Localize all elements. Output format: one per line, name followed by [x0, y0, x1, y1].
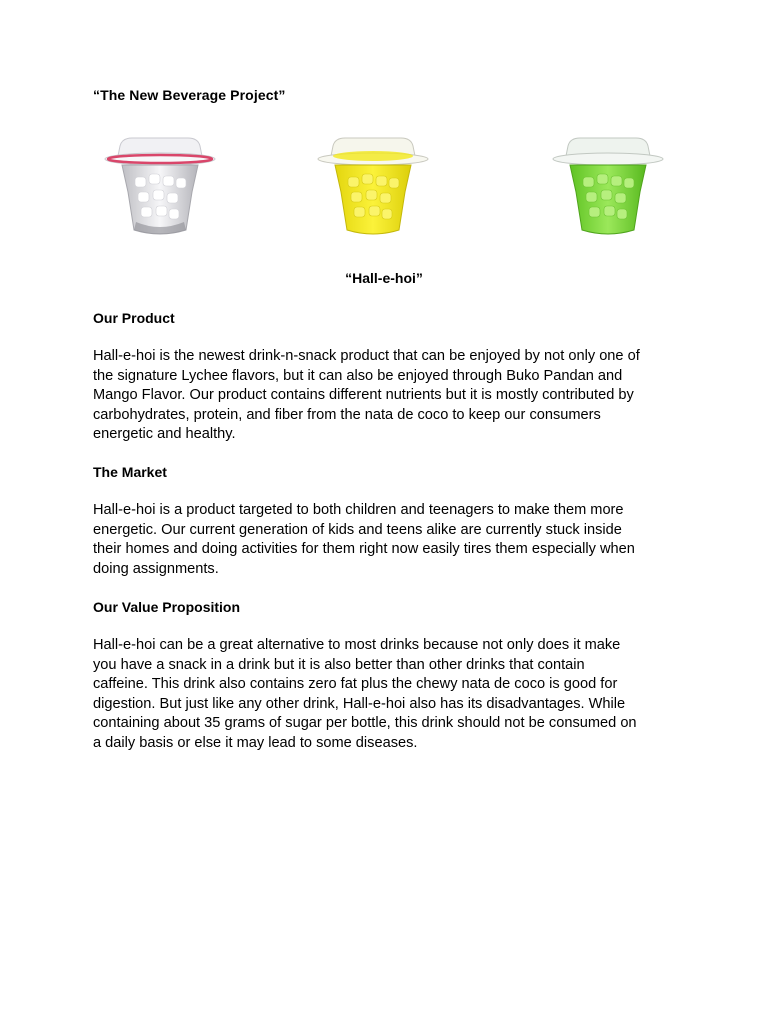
cup-image-buko-pandan [550, 132, 666, 244]
body-line: Mango Flavor. Our product contains different nutrients but it is mostly contributed by [93, 387, 634, 403]
body-line: energetic and healthy. [93, 426, 236, 442]
section-heading-the-market: The Market [93, 464, 167, 480]
body-line: doing assignments. [93, 560, 219, 577]
body-line: caffeine. This drink also contains zero fat plus the chewy nata de coco is good for [93, 676, 618, 692]
body-line: digestion. But just like any other drink, Hall-e-hoi also has its disadvantages. While [93, 695, 626, 712]
section-heading-value-proposition: Our Value Proposition [93, 599, 241, 615]
product-images [0, 132, 768, 244]
body-line: the signature Lychee flavors, but it can also be enjoyed through Buko Pandan and [93, 367, 623, 384]
section-body-the-market [93, 501, 683, 579]
body-line: you have a snack in a drink but it is also better than other drinks that contain [93, 656, 585, 673]
body-line: their homes and doing activities for them right now easily tires them especially when [93, 541, 635, 557]
cup-image-lychee [102, 132, 218, 244]
body-line: Hall-e-hoi can be a great alternative to most drinks because not only does it make [93, 637, 621, 653]
cup-image-mango [315, 132, 431, 244]
body-line: containing about 35 grams of sugar per bottle, this drink should not be consumed on [93, 715, 637, 731]
section-body-value-proposition [93, 636, 683, 753]
body-line: Hall-e-hoi is the newest drink-n-snack product that can be enjoyed by not only one of [93, 348, 640, 364]
document-title: “The New Beverage Project” [93, 87, 286, 103]
section-heading-our-product: Our Product [93, 310, 175, 326]
body-line: Hall-e-hoi is a product targeted to both children and teenagers to make them more [93, 502, 624, 518]
section-body-our-product [93, 347, 683, 445]
body-line: carbohydrates, protein, and fiber from the nata de coco to keep our consumers [93, 406, 601, 423]
body-line: energetic. Our current generation of kids and teens alike are currently stuck inside [93, 521, 622, 538]
product-name: “Hall-e-hoi” [345, 270, 423, 286]
body-line: a daily basis or else it may lead to some diseases. [93, 734, 418, 751]
